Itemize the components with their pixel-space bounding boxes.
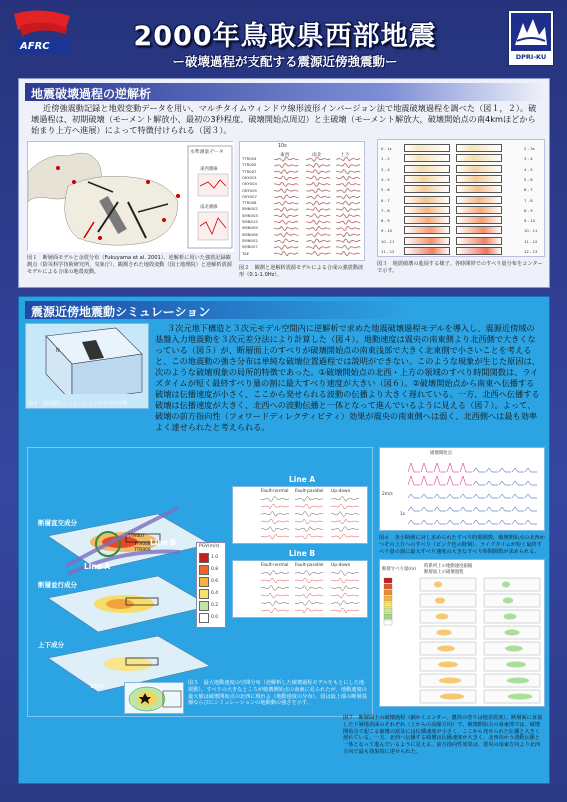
pgv-legend-swatch [199, 553, 209, 563]
fig7-rupture-front [504, 630, 519, 636]
slip-function [447, 494, 459, 498]
fig2-station-label: OKY004 [242, 181, 257, 187]
velocity-trace [295, 527, 323, 532]
velocity-trace [295, 512, 323, 517]
fig2-trace [337, 195, 361, 199]
slip-function [434, 463, 446, 472]
line-a-map-label: Line A [84, 562, 111, 571]
fig2-trace [275, 157, 299, 161]
fig3-time-right: 8 - 9 [524, 207, 533, 213]
pgv-legend-value: 0.2 [211, 603, 218, 608]
line-a-title: Line A [289, 475, 316, 484]
line-b-header-1: Fault-parallel [295, 563, 324, 568]
fig2-trace [274, 195, 298, 199]
slip-function [460, 463, 472, 472]
fig2-station-label: SMN003 [242, 212, 258, 218]
slip-function [434, 476, 446, 485]
fig7-frame [420, 578, 476, 591]
fig3-snapshot [404, 165, 450, 173]
fig3-time-right: 6 - 7 [524, 187, 533, 193]
slip-function [408, 476, 420, 485]
pgv-legend-swatch [199, 577, 209, 587]
slip-function [434, 494, 446, 498]
fig3-time-right: 4 - 5 [524, 166, 533, 172]
fig2-station-label: OKY005 [242, 187, 257, 193]
fig3-time-left: 7 - 8 [381, 207, 390, 213]
fig2-trace [274, 252, 298, 256]
fig2-trace [275, 195, 299, 199]
fig3-time-right: 3 - 4 [524, 156, 533, 162]
fig2-station-label: OKY001 [242, 174, 257, 180]
slip-function [447, 463, 459, 472]
fig2-trace [306, 176, 330, 180]
fig2-station-label: SMN009 [242, 225, 258, 231]
line-b-header-0: Fault-normal [261, 563, 289, 568]
pgv-legend-value: 0.0 [211, 615, 218, 620]
velocity-trace [261, 512, 289, 517]
fig2-trace [337, 252, 361, 256]
fig3-time-left: 9 - 10 [381, 228, 393, 234]
fig2-station-label: SMN015 [242, 219, 258, 224]
fig3-time-right: 10 - 11 [524, 228, 538, 234]
slip-function [499, 481, 511, 485]
fig2-trace [306, 245, 330, 249]
pgv-legend-swatch [199, 613, 209, 623]
line-a-header-2: Up-down [331, 489, 351, 494]
fig2-unit: 10s [278, 144, 287, 149]
inversion-panel [18, 78, 550, 288]
slip-function [447, 476, 459, 485]
fig3-time-left: 11 - 12 [381, 249, 395, 254]
velocity-trace [261, 571, 289, 576]
line-b-map-label: Line B [150, 538, 177, 547]
fig7-frame [484, 578, 540, 591]
fig2-trace [274, 220, 298, 224]
slip-function [460, 476, 472, 485]
fig7-rupture-front [504, 614, 517, 620]
slip-function [460, 494, 472, 498]
fig2-trace [307, 157, 331, 161]
velocity-trace [261, 519, 289, 524]
velocity-trace [331, 504, 359, 509]
fig3-snapshot [456, 196, 502, 204]
section1-heading: 地震破壊過程の逆解析 [25, 83, 545, 101]
pgv-legend-value: 1.0 [211, 555, 218, 560]
slip-function [499, 494, 511, 498]
svg-text:N: N [56, 348, 60, 354]
pgv-legend-value: 0.8 [211, 567, 218, 572]
fig3-snapshot [456, 206, 502, 214]
velocity-trace [295, 504, 323, 509]
slip-function [525, 520, 537, 524]
slip-function [473, 520, 485, 524]
slip-function [486, 494, 498, 498]
velocity-trace [261, 608, 289, 613]
figure2-caption: 図２ 観測と逆解析震源モデルによる合成の強震動波形（0.1-1.0Hz）。 [239, 265, 364, 278]
velocity-trace [295, 608, 323, 613]
figure4-model [25, 323, 149, 409]
logo-left-text: AFRC [20, 41, 50, 52]
figure7-caption: 図７ 断層面上の破壊過程（細かくコンター、濃淡の塗りは地表震度）。断層面に直接した下層地表面のそれぞれ（上からの流線方向）で、破壊開始点の南東部では、破壊開始点で起こる破壊の波及には伝播速度が小さく、ここから発せられた伝播と大きく遅れている。一方、北西へ伝播する破壊は伝播速度が大きく、北西向かう波動伝播と一体となって進んでいるように見える。前方指向性効果は、震央の南東方向より北西方向で最も効果的に達せられた。 [343, 715, 543, 755]
figure1-caption: 図１ 断層面モデルと余震分布（Fukuyama et al. 2001）、逆解析に用いた強震記録観測点（防災科学技術研究所，気象庁）、観測された地殻変動（国土地理院）と逆解析震源モデルによる合成の地殻変動。 [27, 255, 232, 275]
slip-function [473, 468, 485, 472]
fig7-rupture-front [436, 614, 449, 620]
fig2-trace [307, 214, 331, 218]
slip-function [408, 507, 420, 511]
velocity-trace [295, 497, 323, 502]
figure3-snapshots [377, 139, 545, 257]
fig3-snapshot [456, 216, 502, 224]
fig7-rupture-front [439, 678, 461, 684]
fig3-time-left: 0 - 1s [381, 146, 392, 151]
section1-body: 近傍強震動記録と地殻変動データを用い、マルチタイムウィンドウ線形波形インバージョン法で地震破壊過程を調べた（図１，２）。破壊過程は、初期破壊（モーメント解放小、最初の3秒程度、破壊開始点周辺）と主破壊（モーメント解放大，破壊開始点の南4kmほどから始まり上方へ進展）によって特徴付けられる（図３）。 [31, 103, 537, 135]
fig6-unit: 2m/s [382, 492, 393, 497]
velocity-trace [331, 601, 359, 606]
fig2-header-ew: 東西 [280, 153, 290, 158]
velocity-trace [261, 504, 289, 509]
poster-title: 2000年鳥取県西部地震 [133, 21, 437, 52]
fig2-station-label: SMN002 [242, 206, 258, 212]
figure2-waveforms [239, 141, 365, 261]
velocity-trace [331, 578, 359, 583]
fig2-station-label: TAE [242, 250, 250, 256]
slip-function [473, 481, 485, 485]
fig1-inset-sub2: 南北測線 [200, 205, 218, 210]
fig3-time-left: 8 - 9 [381, 218, 390, 224]
fig2-trace [307, 201, 331, 205]
velocity-trace [261, 534, 289, 539]
velocity-trace [331, 527, 359, 532]
fig7-rupture-front [503, 598, 513, 604]
figure7-snapshots [379, 559, 545, 707]
slip-function [486, 481, 498, 485]
fig7-frame [420, 594, 476, 607]
fig3-time-right: 5 - 6 [524, 176, 533, 182]
slip-function [421, 476, 433, 485]
fig2-station-label: TTR008 [242, 200, 257, 206]
fig3-snapshot [456, 144, 502, 152]
fig3-time-right: 12 - 13 [524, 249, 538, 254]
slip-function [525, 507, 537, 511]
fig6-header: 破壊開始点 [430, 451, 452, 456]
fig3-snapshot [404, 185, 450, 193]
slip-function [473, 507, 485, 511]
slip-function [421, 520, 433, 524]
fig1-inset-sub1: 東西測線 [200, 167, 218, 172]
fig3-snapshot [404, 206, 450, 214]
slip-function [486, 507, 498, 511]
fig2-trace [337, 245, 361, 249]
slip-function [421, 494, 433, 498]
fig3-time-right: 11 - 12 [524, 238, 538, 244]
velocity-trace [331, 608, 359, 613]
fig7-rupture-front [437, 646, 455, 652]
fig2-trace [336, 195, 360, 199]
line-a-header-0: Fault-normal [261, 489, 289, 494]
fig7-legend-swatch [384, 590, 392, 595]
fig7-rupture-front [438, 662, 458, 668]
dpri-logo [508, 10, 554, 66]
velocity-trace [261, 593, 289, 598]
fig3-snapshot [456, 165, 502, 173]
fig7-legend-swatch [384, 584, 392, 589]
velocity-trace [331, 571, 359, 576]
pgv-legend-swatch [199, 601, 209, 611]
line-a-header-1: Fault-parallel [295, 489, 324, 494]
velocity-trace [261, 527, 289, 532]
velocity-trace [295, 519, 323, 524]
station-tag-3: TTR009 [134, 548, 151, 553]
slip-function [408, 520, 420, 524]
fig2-station-label: OKY007 [242, 193, 257, 199]
slip-function [460, 520, 472, 524]
fig3-time-left: 3 - 4 [381, 166, 390, 172]
fig2-trace [307, 189, 331, 193]
pgv-legend-title: PGV(m/s) [199, 544, 220, 549]
fig2-trace [307, 176, 331, 180]
fig2-header-ud: 上下 [340, 153, 350, 158]
slip-function [434, 507, 446, 511]
fig1-inset-label: 水準測量データ [190, 150, 224, 155]
fig2-trace [275, 208, 299, 212]
fig7-rupture-front [434, 582, 442, 588]
figure5-caption: 図５ 最大地動速度の空間分布（逆解析した破壊過程モデルをもとにした地震動）。すべりの大きなところが破壊開始点の南東に見られたが、地動速度の最大値は破壊開始点の北西に現れる（地動速度の分布）。図は最上端の断層基盤ならびにシミュレーションの地動動の強さを示す。 [188, 680, 367, 707]
pgv-legend-value: 0.4 [211, 591, 218, 596]
fig2-trace [337, 182, 361, 186]
pgv-legend-value: 0.6 [211, 579, 218, 584]
fig2-trace [336, 239, 360, 243]
fig7-rupture-front [436, 630, 451, 636]
fig2-trace [275, 163, 299, 167]
velocity-trace [295, 534, 323, 539]
figure4-caption: 図４ 地震動シミュレーションのモデル空間 [28, 401, 128, 407]
fig3-snapshot [456, 226, 502, 234]
fig3-snapshot [404, 154, 450, 162]
slip-function [499, 507, 511, 511]
slip-function [512, 520, 524, 524]
pgv-legend [196, 542, 226, 628]
fig2-trace [275, 220, 299, 224]
velocity-trace [295, 586, 323, 591]
fig2-trace [307, 252, 331, 256]
fig6-time: 1s [400, 512, 406, 517]
fig2-trace [336, 207, 360, 211]
figure3-caption: 図３ 地震破壊の進展する様子。各時間帯でのすべり量分布をコンターで示す。 [377, 261, 543, 274]
fig2-trace [337, 170, 361, 174]
slip-function [486, 520, 498, 524]
fig2-trace [337, 220, 361, 224]
velocity-trace [261, 601, 289, 606]
velocity-trace [295, 578, 323, 583]
fig7-rupture-front [507, 678, 529, 684]
fig7-rupture-front [508, 694, 533, 700]
fig2-trace [306, 201, 330, 205]
fig2-header-ns: 南北 [312, 153, 322, 158]
epicenter-inset [124, 682, 184, 714]
slip-function [512, 468, 524, 472]
slip-function [499, 520, 511, 524]
slip-function [408, 494, 420, 498]
velocity-trace [295, 601, 323, 606]
slip-function [525, 494, 537, 498]
figure5-block [27, 447, 373, 717]
fig2-trace [336, 182, 360, 186]
figure6-slip-functions [379, 447, 545, 531]
fig3-time-left: 5 - 6 [381, 187, 390, 193]
component-normal: 断層直交成分 [38, 519, 77, 527]
slip-function [486, 468, 498, 472]
line-b-header-2: Up-down [331, 563, 351, 568]
line-b-traces [233, 561, 369, 619]
line-a-traces [233, 487, 369, 545]
line-a-waveforms [232, 475, 368, 544]
fig7-legend-swatch [384, 602, 392, 607]
velocity-trace [331, 512, 359, 517]
station-tag-1: TTR007 [128, 534, 145, 539]
fig3-snapshot [404, 226, 450, 234]
fig2-station-label: TTR004 [242, 156, 257, 161]
fig3-time-left: 1 - 2 [381, 156, 390, 162]
slip-function [434, 520, 446, 524]
slip-function [499, 468, 511, 472]
fig3-snapshot [404, 247, 450, 255]
slip-function [408, 463, 420, 472]
component-updown: 上下成分 [38, 641, 64, 649]
fig7-rupture-front [440, 694, 465, 700]
fig3-snapshot [404, 175, 450, 183]
fig2-station-label: SMN007 [242, 244, 258, 250]
poster-subtitle: ー破壊過程が支配する震源近傍強震動ー [172, 54, 398, 69]
fig7-legend-swatch [384, 596, 392, 601]
velocity-trace [261, 586, 289, 591]
fig3-time-left: 6 - 7 [381, 197, 390, 203]
line-b-waveforms [232, 549, 368, 618]
fig3-snapshot [456, 237, 502, 245]
slip-function [447, 507, 459, 511]
slip-function [525, 468, 537, 472]
fig3-snapshot [404, 216, 450, 224]
fig2-station-label: TTR007 [242, 168, 257, 174]
fig3-time-right: 2 - 3s [524, 146, 535, 151]
fig2-trace [274, 182, 298, 186]
section2-heading: 震源近傍地震動シミュレーション [25, 301, 545, 319]
velocity-trace [261, 497, 289, 502]
fig7-legend-swatch [384, 620, 392, 625]
fig7-legend-swatch [384, 608, 392, 613]
slip-function [460, 507, 472, 511]
fig3-time-right: 9 - 10 [524, 218, 536, 224]
fig2-trace [336, 169, 360, 173]
fig2-trace [275, 233, 299, 237]
fig7-legend-swatch [384, 614, 392, 619]
fig2-trace [274, 207, 298, 211]
figure6-caption: 図６ 各小断層に対し求められたすべり時間関数。破壊開始点の北西かつその上方へのすべり（ピンク色の時刻）、ライズタイムが短く最終すべり量の割に最大すべり速度の大きなすべり時間関数が求められる。 [379, 535, 545, 555]
fig3-snapshot [456, 247, 502, 255]
slip-function [421, 507, 433, 511]
fig7-rupture-front [502, 582, 510, 588]
fig2-station-label: TTR005 [242, 162, 257, 168]
figure1-map [27, 141, 233, 251]
fig7-header: 時系列上の地動速度振幅 断層面上の破壊過程 [424, 564, 473, 575]
fig2-trace [306, 188, 330, 192]
fig2-trace [337, 208, 361, 212]
fig3-snapshot [456, 154, 502, 162]
velocity-trace [331, 497, 359, 502]
simulation-panel [18, 296, 550, 784]
velocity-trace [331, 534, 359, 539]
line-b-title: Line B [289, 549, 316, 558]
station-tag-2: TTR008 [134, 542, 151, 547]
pgv-legend-swatch [199, 565, 209, 575]
fig7-rupture-front [505, 646, 523, 652]
velocity-trace [295, 593, 323, 598]
fig2-trace [337, 214, 361, 218]
fig3-time-left: 10 - 11 [381, 238, 395, 244]
fig7-rupture-front [435, 598, 445, 604]
fig2-trace [307, 220, 331, 224]
fig3-snapshot [456, 175, 502, 183]
fig7-legend: 断層すべり量(m) [382, 567, 416, 572]
fig2-trace [275, 182, 299, 186]
slip-function [473, 494, 485, 498]
section2-body: ３次元地下構造と３次元モデル空間内に逆解析で求めた地震破壊過程モデルを導入し、震源近傍域の基盤入力地震動を３次元差分法により計算した（図４）。地動速度は震央の南東側より北西側で大きくなっている（図５）が、断層面上のすべりが破壊開始点の南東浅部で大きく北東側で小さいことを考えると、この地震動の強さ分布は単純な破壊位置過程では説明ができない。このような現象が生じた原因は、次のような破壊現象の局所的特徴であった。①破壊開始点の北西・上方の領域のすべり時間関数は、ライズタイムが短く最終すべり量の割に最大すべり速度が大きい（図６）。②破壊開始点から南東へ伝播する破壊は伝播速度が小さく、ここから発せられる波動の伝播より大きく遅れている。一方、北西へ伝播する破壊は伝播速度が大きく、北西への波動伝播と一体となって進んでいるように見える（図７）。よって、破壊の前方指向性（フォワードディレクティビティ）効果が震央の南東側へは弱く、北西側へは最も効率よく達せられたと考えられる。 [155, 323, 540, 432]
slip-function [447, 520, 459, 524]
fig2-trace [307, 226, 331, 230]
velocity-trace [295, 571, 323, 576]
logo-right-text: DPRI-KU [515, 53, 547, 61]
fig3-snapshot [404, 237, 450, 245]
fig7-legend-swatch [384, 578, 392, 583]
velocity-trace [261, 578, 289, 583]
velocity-trace [331, 586, 359, 591]
fig3-snapshot [404, 196, 450, 204]
slip-function [525, 481, 537, 485]
pgv-legend-swatch [199, 589, 209, 599]
velocity-trace [331, 519, 359, 524]
fig3-snapshot [456, 185, 502, 193]
fig2-trace [275, 226, 299, 230]
slip-function [421, 463, 433, 472]
fig3-time-right: 7 - 8 [524, 197, 533, 203]
scale-label: 10km [90, 684, 105, 690]
component-parallel: 断層並行成分 [38, 581, 77, 589]
fig2-station-label: SMN002 [242, 237, 258, 243]
fig3-time-left: 4 - 5 [381, 176, 390, 182]
fig7-rupture-front [506, 662, 526, 668]
slip-function [512, 507, 524, 511]
slip-function [512, 494, 524, 498]
afrc-logo [10, 8, 76, 60]
velocity-trace [331, 593, 359, 598]
fig2-trace [306, 214, 330, 218]
fig3-snapshot [404, 144, 450, 152]
slip-function [512, 481, 524, 485]
fig2-station-label: SMN006 [242, 231, 258, 237]
